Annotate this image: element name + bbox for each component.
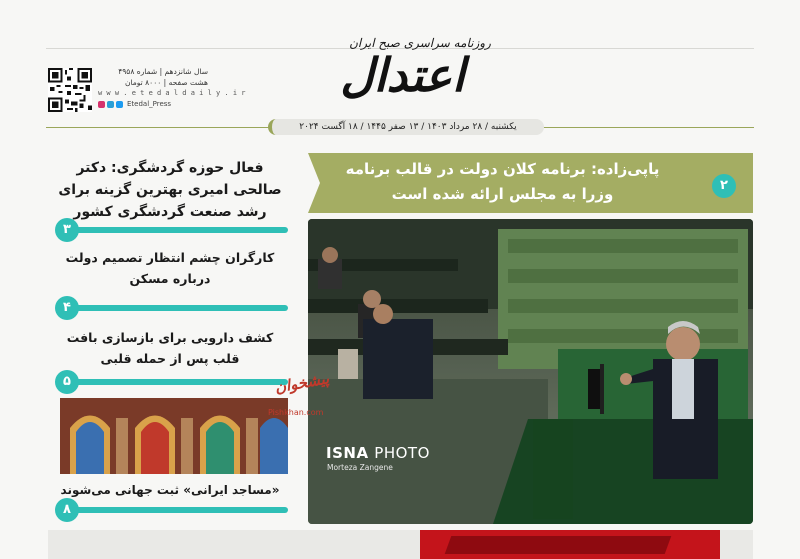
website-url[interactable]: w w w . e t e d a l d a i l y . i r xyxy=(98,89,246,97)
photographer-name: Morteza Zangene xyxy=(327,463,393,472)
twitter-icon[interactable] xyxy=(116,101,123,108)
social-handle[interactable]: Etedal_Press xyxy=(127,100,172,108)
year-issue: سال شانزدهم | شماره ۴۹۵۸ xyxy=(118,67,208,76)
lead-headline[interactable]: پاپی‌زاده: برنامه کلان دولت در قالب برنامه وزرا به مجلس ارائه شده است xyxy=(345,160,660,203)
newspaper-logo xyxy=(315,48,490,118)
story-page-number: ۸ xyxy=(55,498,79,522)
lead-photo[interactable] xyxy=(308,219,753,524)
story-page-number: ۳ xyxy=(55,218,79,242)
lead-page-number: ۲ xyxy=(712,174,736,198)
watermark-site: Pishkhan.com xyxy=(268,408,324,417)
story-divider xyxy=(62,507,288,513)
story-heart-drug[interactable]: کشف دارویی برای بازسازی بافت قلب پس از حمله قلبی xyxy=(66,330,274,366)
photo-agency-suffix: PHOTO xyxy=(374,444,430,462)
masthead-meta xyxy=(98,66,246,110)
story-mosques[interactable]: «مساجد ایرانی» ثبت جهانی می‌شوند xyxy=(60,483,280,497)
masthead-tagline: روزنامه سراسری صبح ایران xyxy=(349,36,491,50)
qr-code-icon[interactable] xyxy=(48,68,92,112)
social-row xyxy=(98,99,208,110)
watermark-brand: پیشخوان xyxy=(273,369,331,397)
story-page-number: ۴ xyxy=(55,296,79,320)
photo-agency: ISNA xyxy=(326,444,369,462)
story-divider xyxy=(62,305,288,311)
pages-price: هشت صفحه | ۸۰۰۰ تومان xyxy=(125,78,208,87)
story-housing[interactable]: کارگران چشم انتظار تصمیم دولت درباره مسکن xyxy=(65,250,275,286)
bottom-photo-strip xyxy=(48,530,753,559)
story-page-number: ۵ xyxy=(55,370,79,394)
story-tourism[interactable]: فعال حوزه گردشگری: دکتر صالحی امیری بهترین گزینه برای رشد صنعت گردشگری کشور xyxy=(58,160,282,220)
telegram-icon[interactable] xyxy=(107,101,114,108)
mosque-photo[interactable] xyxy=(60,398,288,474)
logo-text: اعتدال xyxy=(340,48,465,102)
story-divider xyxy=(62,379,288,385)
story-divider xyxy=(62,227,288,233)
flag-fold xyxy=(445,536,672,554)
dateline: یکشنبه / ۲۸ مرداد ۱۴۰۳ / ۱۳ صفر ۱۴۴۵ / ۱۸ آگست ۲۰۲۴ xyxy=(268,119,544,135)
instagram-icon[interactable] xyxy=(98,101,105,108)
photo-credit xyxy=(326,444,430,462)
